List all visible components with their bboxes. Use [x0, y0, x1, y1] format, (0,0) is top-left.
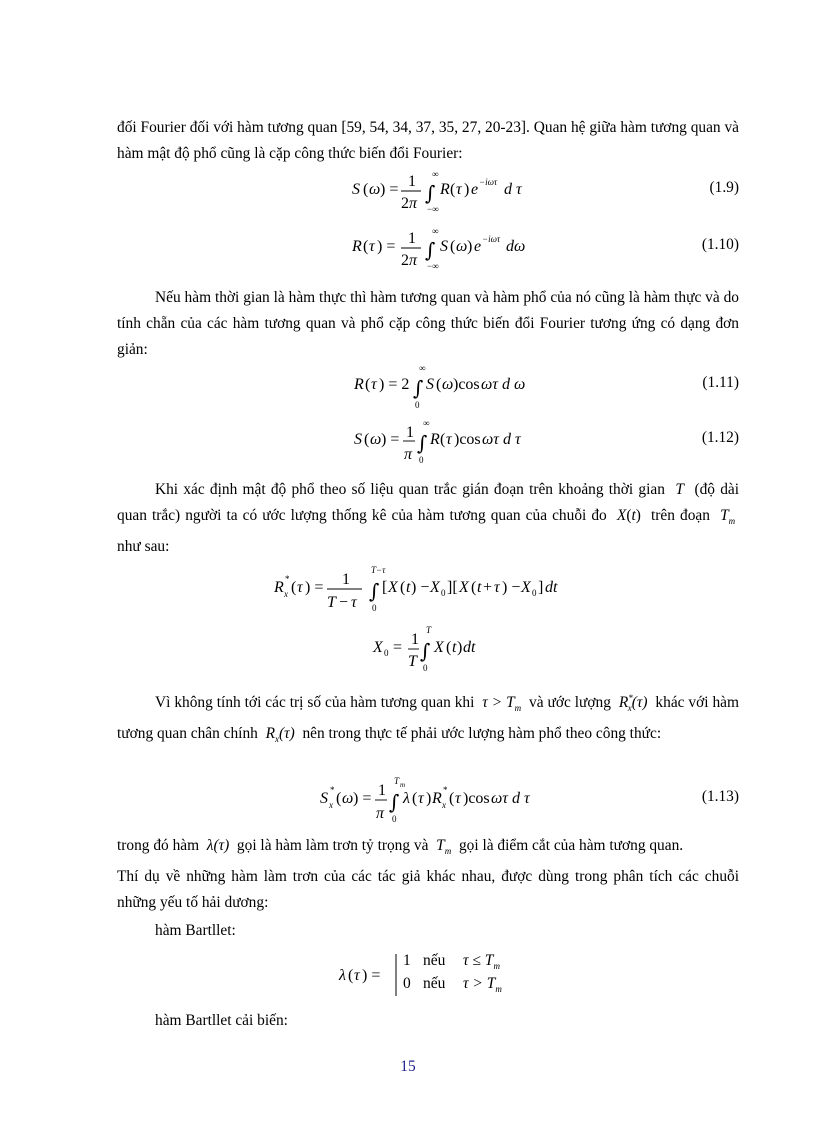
svg-text:−∞: −∞ [427, 204, 439, 214]
paragraph-7: hàm Bartllet: [155, 922, 236, 939]
svg-text:S: S [320, 790, 328, 807]
svg-text:t: t [406, 579, 411, 596]
svg-text:(: ( [450, 181, 456, 198]
equation-1-10-formula [117, 225, 739, 285]
equation-1-9 [117, 168, 739, 228]
svg-text:π: π [404, 446, 413, 463]
svg-text:R: R [354, 376, 364, 393]
page-number: 15 [400, 1058, 416, 1075]
svg-text:0: 0 [441, 588, 446, 598]
svg-text:): ) [464, 181, 470, 198]
svg-text:S: S [354, 431, 362, 448]
svg-text:∫: ∫ [425, 238, 436, 262]
svg-text:) = 2: ) = 2 [379, 376, 410, 393]
svg-text:τ: τ [297, 579, 303, 596]
svg-text:∫: ∫ [413, 376, 424, 400]
equation-number: (1.13) [701, 788, 739, 805]
paragraph-1: đối Fourier đối với hàm tương quan [59, 54, 34, 37, 35, 27, 20-23]. Quan hệ giữa hàm tương quan và hàm mật độ phổ cũng là cặp công thức biến đổi Fourier: [117, 119, 739, 162]
paragraph-6: Thí dụ về những hàm làm trơn của các tác giả khác nhau, được dùng trong phân tích các chuỗi những yếu tố hải dương: [117, 868, 739, 911]
math-Rx: $R_x(\tau)$ [261, 725, 299, 745]
svg-text:1: 1 [342, 571, 350, 588]
svg-text:∫: ∫ [425, 181, 436, 205]
svg-text:[: [ [382, 579, 388, 596]
svg-text:(: ( [412, 790, 418, 807]
svg-text:(: ( [471, 579, 477, 596]
svg-text:) =: ) = [380, 181, 399, 198]
paragraph-3-part-a: Khi xác định mật độ phổ theo số liệu quan trắc gián đoạn trên khoảng thời gian [155, 481, 665, 498]
svg-text:(: ( [363, 181, 369, 198]
svg-text:τ: τ [494, 579, 500, 596]
svg-text:(: ( [363, 238, 369, 255]
svg-text:m: m [400, 781, 406, 789]
svg-text:∞: ∞ [432, 169, 439, 179]
svg-text:τ: τ [456, 181, 462, 198]
equation-1-11-formula [117, 363, 739, 423]
math-T-m: $T_m$ [715, 507, 736, 527]
svg-text:1: 1 [406, 424, 414, 441]
svg-text:τ: τ [351, 594, 357, 611]
equation-1-12 [117, 418, 739, 478]
svg-text:π: π [376, 805, 385, 822]
paragraph-4-part-c: khác với hàm tương quan chân chính [117, 694, 739, 743]
svg-text:ω: ω [370, 431, 382, 448]
svg-text:λ: λ [403, 790, 410, 807]
svg-text:0: 0 [384, 648, 389, 658]
svg-text:T: T [394, 776, 400, 786]
case-1-value: 1 [403, 952, 411, 969]
svg-text:T−τ: T−τ [371, 565, 386, 575]
equation-1-11 [117, 363, 739, 423]
svg-text:*: * [330, 785, 335, 795]
svg-text:][: ][ [447, 579, 458, 596]
paragraph-5-part-a: trong đó hàm [117, 837, 200, 854]
svg-text:) =: ) = [377, 238, 396, 255]
svg-text:τ: τ [418, 790, 424, 807]
svg-text:0: 0 [423, 663, 428, 673]
case-2-word: nếu [423, 975, 446, 992]
svg-text:) =: ) = [305, 579, 324, 596]
svg-text:x: x [284, 589, 288, 599]
equation-number: (1.10) [701, 236, 739, 253]
svg-text:τ: τ [371, 376, 377, 393]
equation-correlation-estimate [117, 562, 739, 622]
svg-text:τ: τ [455, 790, 461, 807]
equation-mean-formula [117, 622, 739, 682]
svg-text:+: + [483, 579, 493, 596]
paragraph-3-part-c: trên đoạn [651, 507, 710, 524]
svg-text:): ) [457, 639, 463, 656]
svg-text:T: T [408, 653, 417, 670]
paragraph-2: Nếu hàm thời gian là hàm thực thì hàm tương quan và hàm phổ của nó cũng là hàm thực và do tính chẵn của các hàm tương quan và phổ cặp công thức biến đổi Fourier tương ứng có dạng đơn giản: [117, 289, 739, 358]
svg-text:): ) [426, 790, 432, 807]
svg-text:X: X [388, 579, 398, 596]
svg-text:) =: ) = [381, 431, 400, 448]
svg-text:): ) [467, 238, 473, 255]
svg-text:R: R [432, 790, 442, 807]
svg-text:(: ( [446, 639, 452, 656]
svg-text:X: X [521, 579, 531, 596]
svg-text:ωτ d τ: ωτ d τ [491, 790, 530, 807]
svg-text:1: 1 [408, 230, 416, 247]
svg-text:0: 0 [532, 588, 537, 598]
equation-1-13-formula [117, 772, 739, 832]
svg-text:X: X [434, 639, 444, 656]
svg-text:2: 2 [401, 195, 409, 212]
svg-text:d τ: d τ [504, 181, 522, 198]
svg-text:0: 0 [392, 814, 397, 824]
svg-text:) −: ) − [411, 579, 430, 596]
equation-number: (1.12) [701, 429, 739, 446]
svg-text:R: R [352, 238, 362, 255]
svg-text:(: ( [364, 431, 370, 448]
svg-text:ω: ω [369, 181, 381, 198]
paragraph-4-part-d: nên trong thực tế phải ước lượng hàm phổ theo công thức: [302, 725, 662, 743]
svg-text:−∞: −∞ [427, 261, 439, 271]
svg-text:1: 1 [408, 173, 416, 190]
svg-text:(: ( [449, 790, 455, 807]
equation-1-13 [117, 772, 739, 832]
paragraph-3-part-b: (độ dài quan trắc) người ta có ước lượng thống kê của hàm tương quan của chuỗi đo [117, 481, 739, 524]
svg-text:) =: ) = [362, 967, 381, 984]
paragraph-8: hàm Bartllet cải biến: [155, 1012, 288, 1029]
svg-text:(: ( [440, 431, 446, 448]
svg-text:*: * [443, 785, 448, 795]
math-lambda-tau: λ(τ) [202, 837, 234, 854]
equation-number: (1.11) [702, 374, 739, 391]
svg-text:X: X [430, 579, 440, 596]
svg-text:S: S [352, 181, 360, 198]
paragraph-3 [117, 477, 739, 560]
svg-text:π: π [409, 252, 418, 269]
math-X-t: X [611, 507, 627, 524]
svg-text:∫: ∫ [420, 639, 431, 663]
svg-text:dt: dt [463, 639, 476, 656]
paragraph-4 [117, 685, 739, 752]
svg-text:λ: λ [339, 967, 346, 984]
svg-text:X: X [373, 639, 383, 656]
case-1-word: nếu [423, 952, 446, 969]
svg-text:(: ( [400, 579, 406, 596]
svg-text:t: t [452, 639, 457, 656]
equation-correlation-estimate-formula [117, 562, 739, 622]
svg-text:(: ( [336, 790, 342, 807]
svg-text:) =: ) = [353, 790, 372, 807]
svg-text:0: 0 [372, 603, 377, 613]
svg-text:∫: ∫ [417, 431, 428, 455]
svg-text:ω: ω [342, 790, 354, 807]
svg-text:∞: ∞ [432, 226, 439, 236]
svg-text:∞: ∞ [423, 418, 430, 428]
paragraph-5-part-b: gọi là hàm làm trơn tỷ trọng và [236, 837, 429, 854]
svg-text:2: 2 [401, 252, 409, 269]
svg-text:τ: τ [369, 238, 375, 255]
math-T: T [670, 481, 690, 498]
paragraph-4-part-a: Vì không tính tới các trị số của hàm tương quan khi [155, 694, 475, 712]
svg-text:π: π [409, 195, 418, 212]
paragraph-3-part-d: như sau: [117, 538, 170, 556]
svg-text:τ: τ [446, 431, 452, 448]
paragraph-5 [117, 833, 739, 864]
svg-text:ω: ω [442, 376, 454, 393]
paragraph-4-part-b: và ước lượng [529, 694, 611, 712]
svg-text:0: 0 [415, 400, 420, 410]
svg-text:e: e [471, 181, 479, 198]
equation-bartllet [117, 948, 739, 1008]
math-T-m: $T_m$ [432, 837, 452, 857]
svg-text:S: S [426, 376, 434, 393]
math-X-t-arg: (t) [626, 507, 646, 524]
svg-text:τ: τ [354, 967, 360, 984]
svg-text:0: 0 [419, 455, 424, 465]
svg-text:∫: ∫ [389, 790, 400, 814]
svg-text:e: e [474, 238, 482, 255]
svg-text:1: 1 [411, 631, 419, 648]
svg-text:)cos: )cos [453, 376, 480, 393]
svg-text:)cos: )cos [463, 790, 490, 807]
svg-text:(: ( [436, 376, 442, 393]
case-2-value: 0 [403, 975, 411, 992]
svg-text:(: ( [450, 238, 456, 255]
svg-text:S: S [440, 238, 448, 255]
svg-text:x: x [442, 800, 446, 810]
svg-text:]: ] [538, 579, 544, 596]
equation-number: (1.9) [709, 179, 739, 196]
equation-1-10 [117, 225, 739, 285]
svg-text:*: * [285, 574, 290, 584]
svg-text:∫: ∫ [369, 579, 380, 603]
svg-text:t: t [477, 579, 482, 596]
equation-mean [117, 622, 739, 682]
math-tau-gt-Tm: $\tau > T_m$ [478, 694, 522, 714]
svg-text:x: x [329, 800, 333, 810]
equation-1-12-formula [117, 418, 739, 478]
svg-text:R: R [440, 181, 450, 198]
case-1-condition: $\tau \le T_m$ [463, 952, 500, 972]
svg-text:−iωτ: −iωτ [482, 234, 501, 244]
svg-text:) −: ) − [502, 579, 521, 596]
case-2-condition: $\tau > T_m$ [463, 975, 502, 995]
svg-text:ωτ d τ: ωτ d τ [482, 431, 521, 448]
paragraph-5-part-c: gọi là điểm cắt của hàm tương quan. [458, 837, 684, 854]
svg-text:(: ( [348, 967, 354, 984]
svg-text:=: = [393, 639, 403, 656]
svg-text:R: R [430, 431, 440, 448]
svg-text:1: 1 [378, 782, 386, 799]
svg-text:dω: dω [506, 238, 526, 255]
svg-text:∞: ∞ [419, 363, 426, 373]
svg-text:)cos: )cos [454, 431, 481, 448]
svg-text:dt: dt [545, 579, 558, 596]
svg-text:−: − [339, 594, 349, 611]
equation-1-9-formula [117, 168, 739, 228]
svg-text:X: X [459, 579, 469, 596]
svg-text:(: ( [291, 579, 297, 596]
svg-text:(: ( [365, 376, 371, 393]
svg-text:T: T [327, 594, 336, 611]
math-Rx-star: $R^*_x(\tau)$ [614, 693, 652, 714]
svg-text:R: R [274, 579, 284, 596]
svg-text:−iωτ: −iωτ [479, 177, 498, 187]
svg-text:T: T [426, 625, 432, 635]
svg-text:ω: ω [456, 238, 468, 255]
svg-text:ωτ d ω: ωτ d ω [481, 376, 526, 393]
